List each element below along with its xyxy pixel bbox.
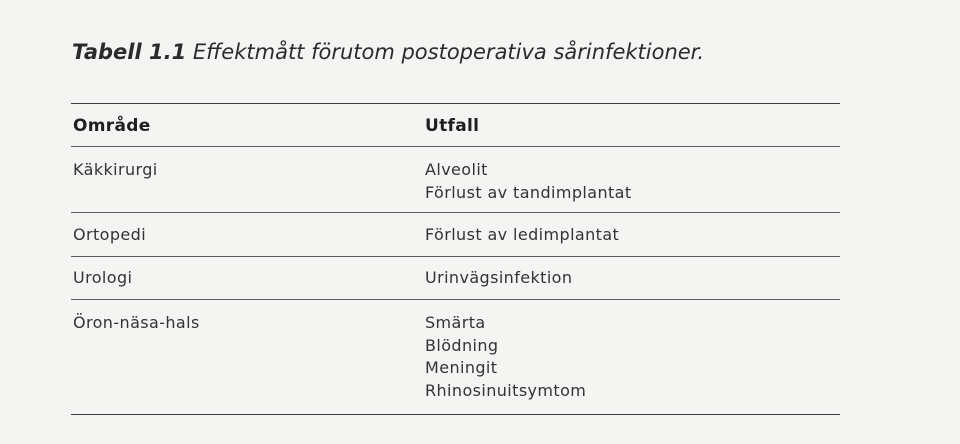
table-row: [71, 213, 840, 256]
outcome-item: Rhinosinuitsymtom: [425, 380, 587, 400]
outcome-item: Meningit: [425, 358, 498, 377]
table-header-row: [71, 104, 840, 146]
outcome-item: Förlust av tandimplantat: [425, 182, 632, 202]
outcomes-table: [71, 103, 840, 415]
row-outcomes: [425, 159, 632, 204]
table-bottom-rule: [71, 414, 840, 415]
header-outcome: Utfall: [425, 116, 480, 136]
row-area: Ortopedi: [73, 225, 147, 244]
outcome-item: Alveolit: [425, 160, 488, 179]
header-area: Område: [73, 116, 151, 136]
row-outcomes: [425, 267, 572, 290]
row-area: Urologi: [73, 268, 133, 287]
table-caption: [72, 40, 704, 64]
table-row: [71, 300, 840, 414]
table-row: [71, 147, 840, 212]
table-caption-title: Effektmått förutom postoperativa sårinfektioner.: [192, 40, 705, 64]
outcome-item: Blödning: [425, 335, 499, 355]
outcome-item: Urinvägsinfektion: [425, 268, 573, 287]
row-area: Käkkirurgi: [73, 160, 158, 179]
outcome-item: Förlust av ledimplantat: [425, 225, 620, 244]
table-caption-label: Tabell 1.1: [72, 40, 187, 64]
table-row: [71, 257, 840, 299]
outcome-item: Smärta: [425, 313, 486, 332]
row-area: Öron-näsa-hals: [73, 313, 200, 332]
row-outcomes: [425, 312, 586, 402]
row-outcomes: [425, 224, 619, 247]
